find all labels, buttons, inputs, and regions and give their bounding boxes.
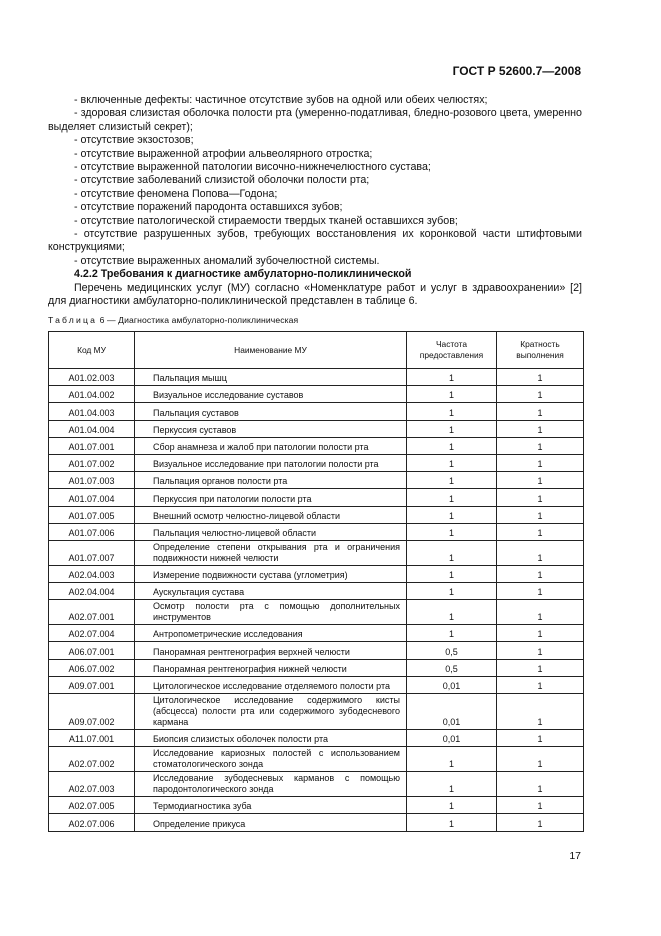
code-cell: A02.07.003 [49,772,135,797]
name-cell: Сбор анамнеза и жалоб при патологии полости рта [135,437,407,454]
list-item: - отсутствие поражений пародонта оставшихся зубов; [74,201,343,214]
diagnostics-table [48,331,584,832]
table-row [49,489,584,506]
table-header-row [49,332,584,369]
frequency-cell: 1 [407,403,497,420]
table-row [49,386,584,403]
table-row [49,694,584,730]
frequency-cell: 1 [407,565,497,582]
frequency-cell: 1 [407,540,497,565]
frequency-cell: 1 [407,454,497,471]
frequency-cell: 0,5 [407,642,497,659]
table-row [49,747,584,772]
table-row [49,565,584,582]
table-row [49,730,584,747]
table-row [49,797,584,814]
code-cell: A01.04.004 [49,420,135,437]
table-row [49,369,584,386]
list-item: - отсутствие заболеваний слизистой оболочки полости рта; [74,174,370,187]
multiplicity-cell: 1 [497,565,584,582]
code-cell: A02.04.004 [49,583,135,600]
multiplicity-cell: 1 [497,747,584,772]
name-cell: Панорамная рентгенография нижней челюсти [135,659,407,676]
name-cell: Перкуссия суставов [135,420,407,437]
table-row [49,625,584,642]
name-cell: Визуальное исследование при патологии полости рта [135,454,407,471]
code-cell: A01.07.006 [49,523,135,540]
name-cell: Определение степени открывания рта и ограничения подвижности нижней челюсти [135,540,407,565]
name-cell: Исследование зубодесневых карманов с помощью пародонтологического зонда [135,772,407,797]
table-body [49,369,584,832]
table-row [49,523,584,540]
frequency-cell: 1 [407,437,497,454]
table-row [49,506,584,523]
name-cell: Цитологическое исследование отделяемого полости рта [135,676,407,693]
name-cell: Осмотр полости рта с помощью дополнительных инструментов [135,600,407,625]
name-cell: Исследование кариозных полостей с использованием стоматологического зонда [135,747,407,772]
multiplicity-cell: 1 [497,814,584,831]
table-caption-text: 6 — Диагностика амбулаторно-поликлиническая [99,315,299,325]
frequency-cell: 1 [407,797,497,814]
frequency-cell: 0,01 [407,676,497,693]
multiplicity-cell: 1 [497,489,584,506]
multiplicity-cell: 1 [497,403,584,420]
code-cell: A01.04.003 [49,403,135,420]
frequency-cell: 1 [407,583,497,600]
name-cell: Термодиагностика зуба [135,797,407,814]
table-row [49,472,584,489]
intro-paragraph: Перечень медицинских услуг (МУ) согласно «Номенклатуре работ и услуг в здравоохранении» [2] для диагностики амбулаторно-поликлинической представлен в таблице 6. [48,281,582,308]
name-cell: Внешний осмотр челюстно-лицевой области [135,506,407,523]
frequency-cell: 1 [407,472,497,489]
code-cell: A02.04.003 [49,565,135,582]
list-item: - включенные дефекты: частичное отсутствие зубов на одной или обеих челюстях; [74,94,488,106]
table-row [49,814,584,831]
list-item: - отсутствие выраженных аномалий зубочелюстной системы. [74,254,380,267]
list-item: - отсутствие выраженной патологии височно-нижнечелюстного сустава; [74,161,431,174]
name-cell: Аускультация сустава [135,583,407,600]
multiplicity-cell: 1 [497,642,584,659]
multiplicity-cell: 1 [497,797,584,814]
header-frequency: Частота предоставления [407,332,497,369]
multiplicity-cell: 1 [497,772,584,797]
name-cell: Измерение подвижности сустава (углометрия) [135,565,407,582]
name-cell: Визуальное исследование суставов [135,386,407,403]
multiplicity-cell: 1 [497,730,584,747]
standard-number: ГОСТ Р 52600.7—2008 [452,64,581,78]
code-cell: A06.07.001 [49,642,135,659]
name-cell: Антропометрические исследования [135,625,407,642]
code-cell: A01.07.003 [49,472,135,489]
frequency-cell: 0,01 [407,730,497,747]
table-row [49,600,584,625]
name-cell: Биопсия слизистых оболочек полости рта [135,730,407,747]
table-caption-prefix: Таблица [48,315,98,325]
frequency-cell: 1 [407,747,497,772]
name-cell: Пальпация суставов [135,403,407,420]
name-cell: Пальпация челюстно-лицевой области [135,523,407,540]
header-code: Код МУ [49,332,135,369]
multiplicity-cell: 1 [497,676,584,693]
code-cell: A01.02.003 [49,369,135,386]
table-row [49,437,584,454]
code-cell: A02.07.006 [49,814,135,831]
frequency-cell: 1 [407,523,497,540]
multiplicity-cell: 1 [497,369,584,386]
table-row [49,772,584,797]
multiplicity-cell: 1 [497,540,584,565]
list-item: - здоровая слизистая оболочка полости рта (умеренно-податливая, бледно-розового цвета, умеренно выделяет слизистый секрет); [48,107,582,133]
list-item: - отсутствие патологической стираемости твердых тканей оставшихся зубов; [74,214,458,227]
frequency-cell: 0,01 [407,694,497,730]
code-cell: A01.04.002 [49,386,135,403]
frequency-cell: 1 [407,600,497,625]
code-cell: A01.07.005 [49,506,135,523]
list-item: - отсутствие разрушенных зубов, требующих восстановления их коронковой части штифтовыми конструкциями; [48,228,582,254]
code-cell: A01.07.002 [49,454,135,471]
table-row [49,403,584,420]
name-cell: Определение прикуса [135,814,407,831]
table-row [49,540,584,565]
frequency-cell: 1 [407,386,497,403]
code-cell: A02.07.002 [49,747,135,772]
code-cell: A02.07.004 [49,625,135,642]
multiplicity-cell: 1 [497,625,584,642]
frequency-cell: 1 [407,625,497,642]
multiplicity-cell: 1 [497,472,584,489]
code-cell: A09.07.001 [49,676,135,693]
list-item: - отсутствие выраженной атрофии альвеолярного отростка; [74,147,373,160]
code-cell: A11.07.001 [49,730,135,747]
code-cell: A06.07.002 [49,659,135,676]
frequency-cell: 0,5 [407,659,497,676]
multiplicity-cell: 1 [497,523,584,540]
multiplicity-cell: 1 [497,454,584,471]
multiplicity-cell: 1 [497,386,584,403]
table-caption [48,315,298,325]
frequency-cell: 1 [407,369,497,386]
code-cell: A02.07.001 [49,600,135,625]
table-row [49,420,584,437]
multiplicity-cell: 1 [497,600,584,625]
header-multiplicity: Кратность выполнения [497,332,584,369]
code-cell: A01.07.007 [49,540,135,565]
list-item: - отсутствие феномена Попова—Годона; [74,187,278,200]
name-cell: Пальпация мышц [135,369,407,386]
header-name: Наименование МУ [135,332,407,369]
name-cell: Панорамная рентгенография верхней челюсти [135,642,407,659]
multiplicity-cell: 1 [497,694,584,730]
table-row [49,642,584,659]
name-cell: Перкуссия при патологии полости рта [135,489,407,506]
page-number: 17 [569,850,581,862]
multiplicity-cell: 1 [497,437,584,454]
frequency-cell: 1 [407,814,497,831]
section-heading: 4.2.2 Требования к диагностике амбулаторно-поликлинической [74,268,412,281]
code-cell: A01.07.001 [49,437,135,454]
frequency-cell: 1 [407,506,497,523]
frequency-cell: 1 [407,420,497,437]
name-cell: Пальпация органов полости рта [135,472,407,489]
code-cell: A09.07.002 [49,694,135,730]
code-cell: A01.07.004 [49,489,135,506]
multiplicity-cell: 1 [497,659,584,676]
list-item: - отсутствие экзостозов; [74,134,194,147]
code-cell: A02.07.005 [49,797,135,814]
table-row [49,454,584,471]
multiplicity-cell: 1 [497,506,584,523]
table-row [49,659,584,676]
frequency-cell: 1 [407,489,497,506]
table-row [49,676,584,693]
frequency-cell: 1 [407,772,497,797]
multiplicity-cell: 1 [497,420,584,437]
multiplicity-cell: 1 [497,583,584,600]
name-cell: Цитологическое исследование содержимого кисты (абсцесса) полости рта или содержимого зубодесневого кармана [135,694,407,730]
body-text [48,94,582,309]
table-row [49,583,584,600]
